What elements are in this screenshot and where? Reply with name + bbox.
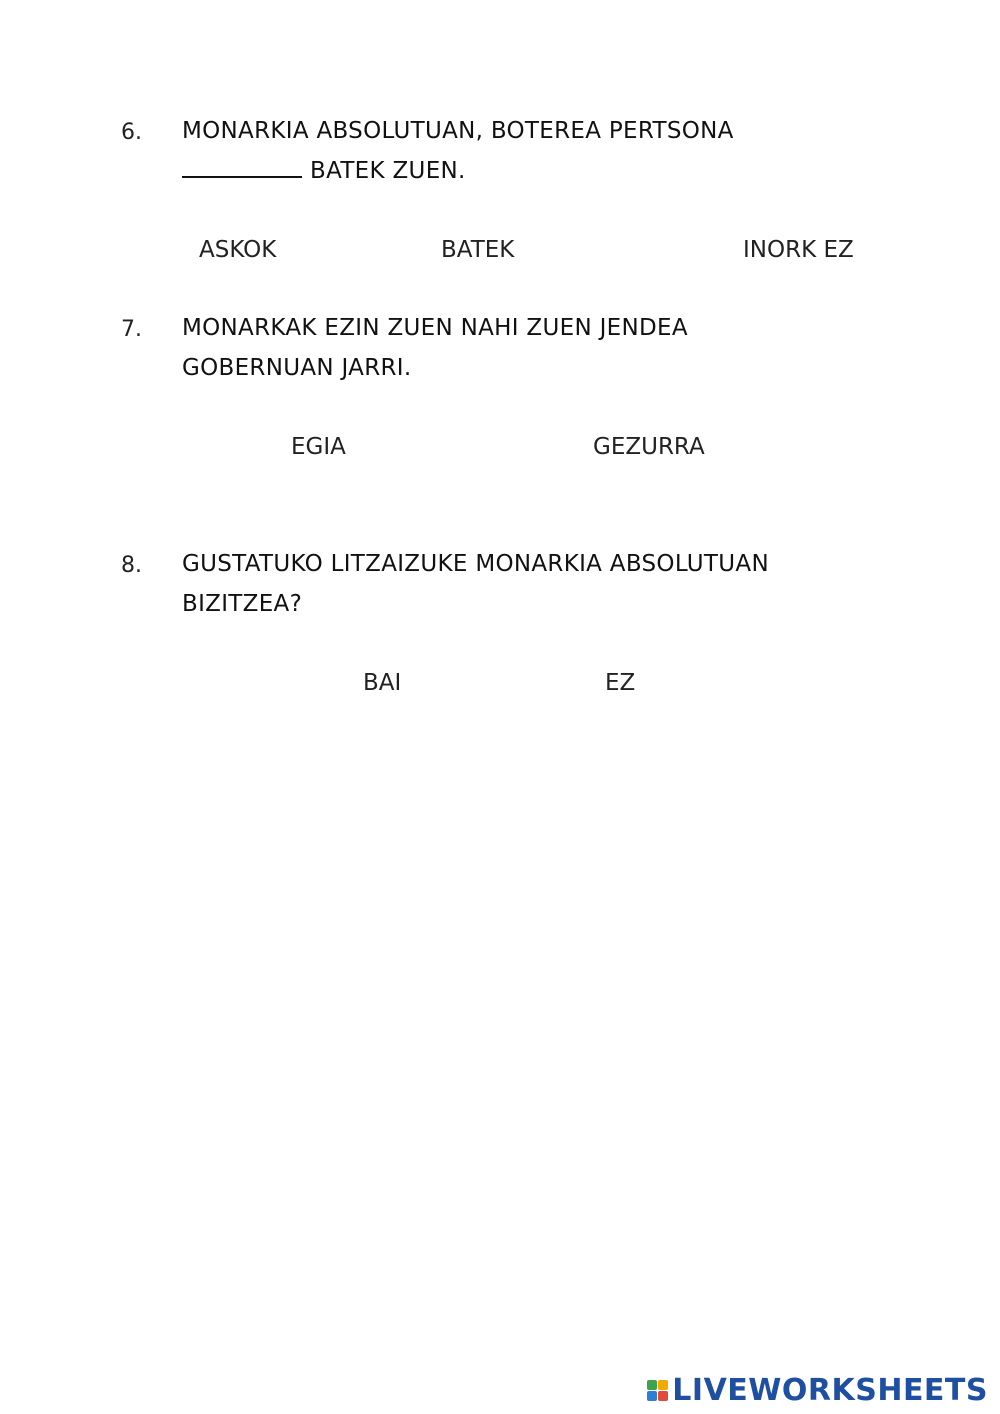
liveworksheets-brand-text: LIVEWORKSHEETS bbox=[672, 1373, 988, 1408]
option-batek[interactable]: BATEK bbox=[441, 237, 515, 263]
option-ez[interactable]: EZ bbox=[605, 670, 636, 696]
option-egia[interactable]: EGIA bbox=[291, 434, 346, 460]
option-bai[interactable]: BAI bbox=[363, 670, 402, 696]
question-8-number: 8. bbox=[121, 553, 142, 578]
option-askok[interactable]: ASKOK bbox=[199, 237, 277, 263]
question-7-number: 7. bbox=[121, 317, 142, 342]
logo-square-3 bbox=[647, 1391, 657, 1401]
option-inork-ez[interactable]: INORK EZ bbox=[743, 237, 854, 263]
liveworksheets-logo bbox=[647, 1373, 988, 1408]
question-6-text-line1: MONARKIA ABSOLUTUAN, BOTEREA PERTSONA bbox=[182, 118, 734, 144]
logo-square-4 bbox=[658, 1391, 668, 1401]
liveworksheets-logo-icon bbox=[647, 1380, 668, 1401]
question-8-text-line2: BIZITZEA? bbox=[182, 591, 303, 617]
question-7-text-line2: GOBERNUAN JARRI. bbox=[182, 355, 412, 381]
logo-square-1 bbox=[647, 1380, 657, 1390]
question-6-text-suffix: BATEK ZUEN. bbox=[310, 158, 466, 184]
answer-blank[interactable] bbox=[182, 158, 302, 178]
question-6-text-line2 bbox=[182, 158, 466, 184]
logo-square-2 bbox=[658, 1380, 668, 1390]
question-7-text-line1: MONARKAK EZIN ZUEN NAHI ZUEN JENDEA bbox=[182, 315, 688, 341]
option-gezurra[interactable]: GEZURRA bbox=[593, 434, 705, 460]
question-8-text-line1: GUSTATUKO LITZAIZUKE MONARKIA ABSOLUTUAN bbox=[182, 551, 769, 577]
question-6-number: 6. bbox=[121, 120, 142, 145]
